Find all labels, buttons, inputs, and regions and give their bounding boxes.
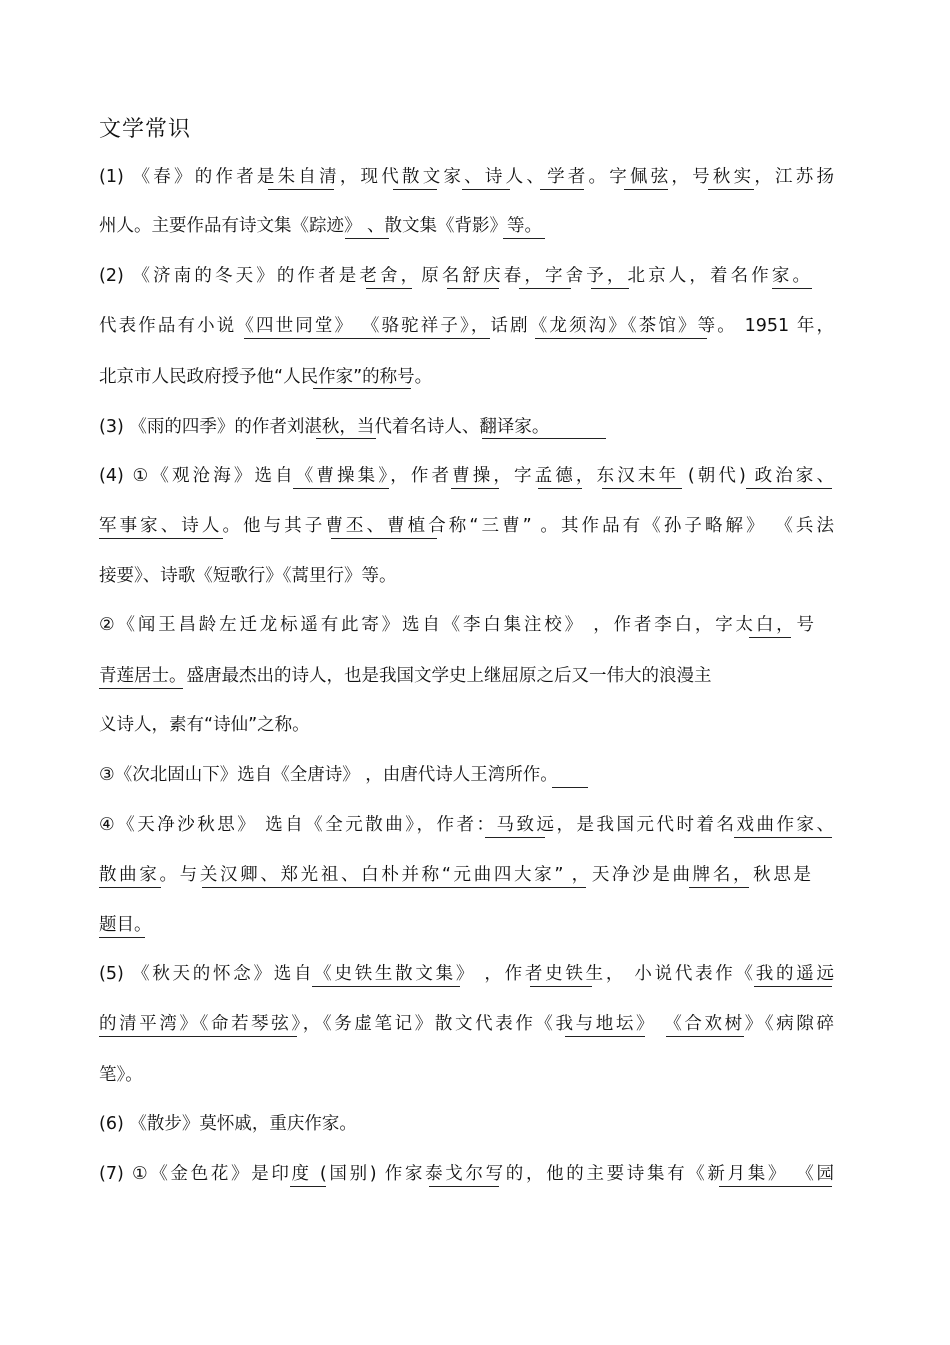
text-line: 的清平湾》《命若琴弦》，《务虚笔记》散文代表作《我与地坛》 《合欢树》《病隙碎 bbox=[99, 1014, 834, 1034]
text-line: 题目。 bbox=[99, 915, 152, 935]
blank-underline bbox=[689, 887, 749, 888]
blank-underline bbox=[485, 837, 545, 838]
blank-underline bbox=[734, 837, 832, 838]
blank-underline bbox=[540, 189, 584, 190]
blank-underline bbox=[447, 288, 499, 289]
blank-underline bbox=[624, 189, 668, 190]
blank-underline bbox=[293, 488, 389, 489]
blank-underline bbox=[519, 288, 571, 289]
blank-underline bbox=[462, 189, 510, 190]
blank-underline bbox=[316, 438, 376, 439]
blank-underline bbox=[719, 1186, 832, 1187]
text-line: 散曲家。与关汉卿、郑光祖、白朴并称“元曲四大家” ，天净沙是曲牌名，秋思是 bbox=[99, 865, 811, 885]
blank-underline bbox=[565, 1036, 645, 1037]
text-line: 接要》、诗歌《短歌行》《蒿里行》等。 bbox=[99, 566, 397, 586]
blank-underline bbox=[708, 189, 754, 190]
blank-underline bbox=[772, 288, 812, 289]
blank-underline bbox=[591, 288, 629, 289]
text-line: ②《闻王昌龄左迁龙标遥有此寄》选自《李白集注校》 ，作者李白，字太白，号 bbox=[99, 615, 814, 635]
text-line: ③《次北固山下》选自《全唐诗》 ，由唐代诗人王湾所作。 bbox=[99, 765, 558, 785]
blank-underline bbox=[244, 338, 490, 339]
blank-underline bbox=[268, 189, 334, 190]
blank-underline bbox=[366, 288, 412, 289]
blank-underline bbox=[602, 488, 682, 489]
blank-underline bbox=[503, 238, 545, 239]
blank-underline bbox=[746, 488, 832, 489]
blank-underline bbox=[666, 1036, 744, 1037]
blank-underline bbox=[345, 238, 389, 239]
text-line: (7) ①《金色花》是印度 (国别) 作家泰戈尔写的，他的主要诗集有《新月集》 《园 bbox=[99, 1164, 834, 1184]
text-line: (6) 《散步》莫怀戚，重庆作家。 bbox=[99, 1114, 357, 1134]
text-line: 笔》。 bbox=[99, 1065, 143, 1085]
text-line: 北京市人民政府授予他“人民作家”的称号。 bbox=[99, 367, 433, 387]
blank-underline bbox=[331, 538, 437, 539]
blank-underline bbox=[393, 189, 437, 190]
blank-underline bbox=[312, 986, 460, 987]
blank-underline bbox=[530, 986, 592, 987]
text-line: ④《天净沙秋思》 选自《全元散曲》，作者：马致远，是我国元代时着名戏曲作家、 bbox=[99, 815, 834, 835]
text-line: 义诗人，素有“诗仙”之称。 bbox=[99, 715, 310, 735]
text-line: (3) 《雨的四季》的作者刘湛秋，当代着名诗人、翻译家。 bbox=[99, 417, 550, 437]
blank-underline bbox=[99, 937, 145, 938]
blank-underline bbox=[313, 388, 411, 389]
text-line: (1) 《春》的作者是朱自清，现代散文家、诗人、学者。字佩弦，号秋实，江苏扬 bbox=[99, 167, 834, 187]
blank-underline bbox=[538, 488, 582, 489]
text-line: 代表作品有小说《四世同堂》 《骆驼祥子》，话剧《龙须沟》《茶馆》等。 1951 年， bbox=[99, 316, 834, 336]
blank-underline bbox=[429, 1186, 499, 1187]
blank-underline bbox=[451, 488, 499, 489]
blank-underline bbox=[99, 538, 223, 539]
blank-underline bbox=[482, 438, 606, 439]
page-title: 文学常识 bbox=[99, 117, 192, 142]
blank-underline bbox=[535, 338, 707, 339]
text-line: 军事家、诗人。他与其子曹丕、曹植合称“三曹” 。其作品有《孙子略解》 《兵法 bbox=[99, 516, 834, 536]
blank-underline bbox=[552, 787, 588, 788]
blank-underline bbox=[290, 1186, 326, 1187]
text-line: (2) 《济南的冬天》的作者是老舍，原名舒庆春，字舍予，北京人，着名作家。 bbox=[99, 266, 810, 286]
blank-underline bbox=[754, 986, 832, 987]
blank-underline bbox=[99, 688, 183, 689]
text-line: 州人。主要作品有诗文集《踪迹》 、散文集《背影》等。 bbox=[99, 216, 543, 236]
text-line: 青莲居士。盛唐最杰出的诗人，也是我国文学史上继屈原之后又一伟大的浪漫主 bbox=[99, 666, 712, 686]
blank-underline bbox=[202, 887, 586, 888]
text-line: (4) ①《观沧海》选自《曹操集》，作者曹操，字孟德，东汉末年 (朝代) 政治家、 bbox=[99, 466, 834, 486]
blank-underline bbox=[749, 637, 791, 638]
blank-underline bbox=[99, 1036, 297, 1037]
text-line: (5) 《秋天的怀念》选自《史铁生散文集》 ，作者史铁生， 小说代表作《我的遥远 bbox=[99, 964, 834, 984]
blank-underline bbox=[99, 887, 161, 888]
